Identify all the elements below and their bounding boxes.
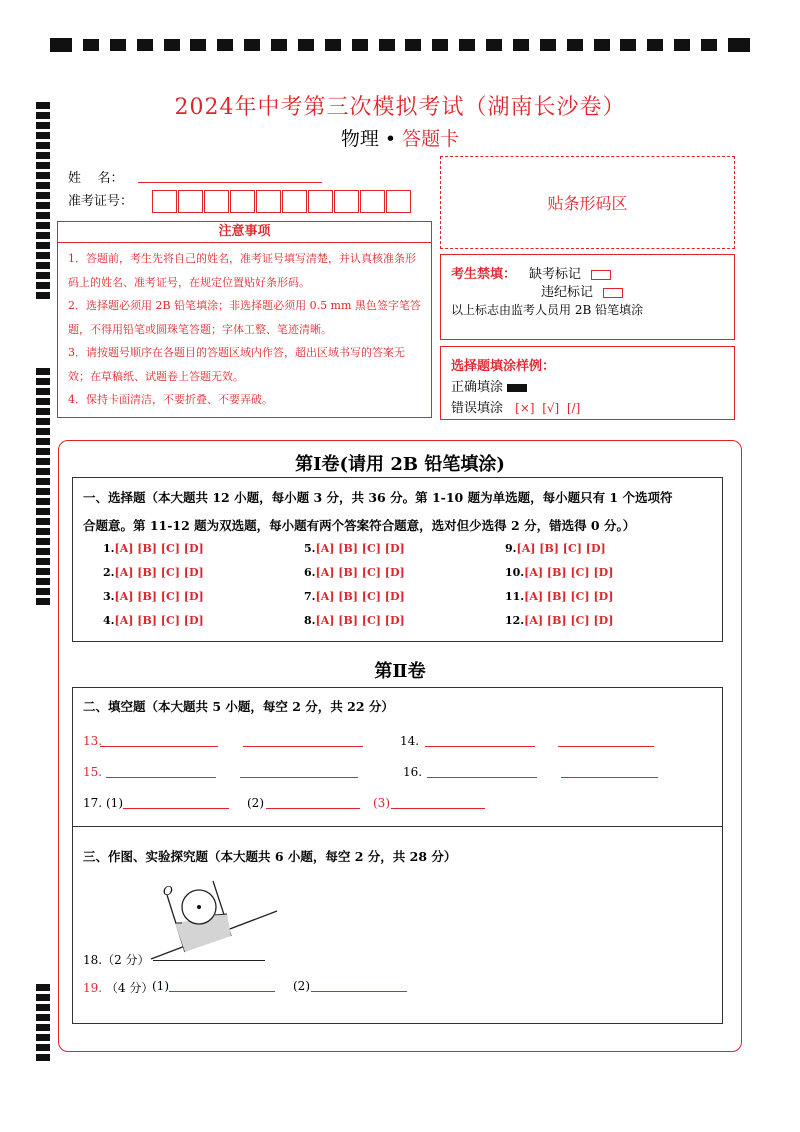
- q17-blank-3[interactable]: [391, 796, 485, 809]
- violation-mark-box[interactable]: [603, 288, 623, 298]
- absent-label: 缺考标记: [529, 267, 582, 282]
- mcq-box: [72, 477, 723, 642]
- mcq-q4[interactable]: 4.[A] [B] [C] [D]: [103, 614, 204, 627]
- q13-label: 13.: [83, 734, 103, 748]
- correct-fill-label: 正确填涂: [451, 380, 504, 395]
- q13-blank-1[interactable]: [100, 734, 218, 747]
- mcq-desc-1: 一、选择题（本大题共 12 小题，每小题 3 分，共 36 分。第 1-10 题为单选题，每小题只有 1 个选项符: [83, 490, 673, 505]
- q19-label: 19.: [83, 981, 103, 995]
- q14-blank-1[interactable]: [425, 734, 535, 747]
- notice-item-1: 1．答题前，考生先将自己的姓名，准考证号填写清楚，并认真核准条形码上的姓名、准考证号，在规定位置贴好条形码。: [68, 252, 416, 289]
- fill-blank-box: [72, 687, 723, 827]
- q15-blank-2[interactable]: [240, 765, 358, 778]
- correct-fill-row: [451, 376, 527, 395]
- name-field[interactable]: [138, 182, 322, 183]
- barcode-label: 贴条形码区: [547, 194, 628, 213]
- absent-mark-box[interactable]: [591, 270, 611, 280]
- q17-part2-label: (2): [247, 796, 264, 810]
- violation-mark-row: [541, 281, 623, 300]
- q14-label: 14.: [400, 734, 420, 748]
- mcq-q6[interactable]: 6.[A] [B] [C] [D]: [304, 566, 405, 579]
- diagram-label-o: O: [163, 884, 173, 898]
- mcq-q3[interactable]: 3.[A] [B] [C] [D]: [103, 590, 204, 603]
- q19-blank-2[interactable]: [311, 979, 407, 992]
- mcq-q9[interactable]: 9.[A] [B] [C] [D]: [505, 542, 606, 555]
- notice-item-2: 2．选择题必须用 2B 铅笔填涂；非选择题必须用 0.5 mm 黑色签字笔答题，不得用铅笔或圆珠笔答题；字体工整、笔迹清晰。: [68, 299, 421, 336]
- notice-item-4: 4．保持卡面清洁，不要折叠、不要弄破。: [68, 393, 273, 406]
- q14-blank-2[interactable]: [558, 734, 654, 747]
- q13-blank-2[interactable]: [243, 734, 363, 747]
- experiment-box: [72, 826, 723, 1024]
- q18-label: 18.（2 分）: [83, 953, 150, 967]
- id-label: 准考证号：: [68, 194, 134, 209]
- q16-blank-2[interactable]: [561, 765, 658, 778]
- q19-row: [83, 979, 153, 996]
- mcq-q5[interactable]: 5.[A] [B] [C] [D]: [304, 542, 405, 555]
- fill-blank-title: 二、填空题（本大题共 5 小题，每空 2 分，共 22 分）: [83, 699, 394, 714]
- part1-heading: 第Ⅰ卷(请用 2B 铅笔填涂): [295, 454, 505, 475]
- card-label: 答题卡: [402, 128, 460, 150]
- q19-part1-label: (1): [152, 979, 169, 993]
- mcq-q8[interactable]: 8.[A] [B] [C] [D]: [304, 614, 405, 627]
- mcq-q1[interactable]: 1.[A] [B] [C] [D]: [103, 542, 204, 555]
- forbidden-note: 以上标志由监考人员用 2B 铅笔填涂: [451, 303, 644, 317]
- notice-box: [57, 221, 432, 418]
- exam-title: 2024年中考第三次模拟考试（湖南长沙卷）: [174, 95, 626, 120]
- q19-part2-label: (2): [293, 979, 310, 993]
- absent-mark-row: [529, 263, 611, 282]
- q15-label: 15.: [83, 765, 103, 779]
- id-number-boxes[interactable]: [152, 190, 412, 213]
- q17-label: 17.: [83, 796, 103, 810]
- mcq-q12[interactable]: 12.[A] [B] [C] [D]: [505, 614, 614, 627]
- fill-sample-box: [440, 346, 735, 420]
- exam-subtitle: [0, 124, 800, 151]
- notice-title: 注意事项: [58, 222, 431, 243]
- filled-block-icon: [507, 384, 527, 392]
- q19-points: （4 分）: [105, 981, 154, 995]
- q17-blank-1[interactable]: [123, 796, 229, 809]
- timing-marks-left-3: [36, 984, 50, 1064]
- violation-label: 违纪标记: [541, 285, 594, 300]
- q17-part3-label: (3): [373, 796, 390, 810]
- notice-item-3: 3．请按题号顺序在各题目的答题区域内作答，超出区域书写的答案无效；在草稿纸、试题卷上答题无效。: [68, 346, 405, 383]
- fill-sample-title: 选择题填涂样例：: [451, 359, 556, 374]
- part2-heading: 第Ⅱ卷: [374, 661, 426, 682]
- name-label: 姓 名：: [68, 171, 124, 186]
- q17-blank-2[interactable]: [266, 796, 360, 809]
- mcq-q10[interactable]: 10.[A] [B] [C] [D]: [505, 566, 614, 579]
- mcq-desc-2: 合题意。第 11-12 题为双选题，每小题有两个答案符合题意，选对但少选得 2 分，错选得 0 分。）: [83, 518, 636, 533]
- forbidden-label: 考生禁填：: [451, 267, 517, 282]
- q19-blank-1[interactable]: [169, 979, 275, 992]
- timing-marks-left-2: [36, 368, 50, 608]
- ground-line: [153, 960, 265, 961]
- q15-blank-1[interactable]: [106, 765, 216, 778]
- mcq-q7[interactable]: 7.[A] [B] [C] [D]: [304, 590, 405, 603]
- dot: •: [384, 128, 397, 150]
- incline-container-diagram: [149, 879, 279, 961]
- wrong-fill-label: 错误填涂: [451, 401, 504, 416]
- q17-part1-label: (1): [106, 796, 123, 810]
- wrong-fill-row: [451, 397, 580, 416]
- timing-marks-top: [50, 38, 750, 52]
- subject: 物理: [340, 128, 379, 150]
- wrong-fill-marks: [×] [√] [/]: [515, 401, 581, 415]
- mcq-q11[interactable]: 11.[A] [B] [C] [D]: [505, 590, 614, 603]
- q16-blank-1[interactable]: [427, 765, 537, 778]
- barcode-area: [440, 156, 735, 249]
- q16-label: 16.: [403, 765, 423, 779]
- experiment-title: 三、作图、实验探究题（本大题共 6 小题，每空 2 分，共 28 分）: [83, 849, 457, 864]
- mcq-q2[interactable]: 2.[A] [B] [C] [D]: [103, 566, 204, 579]
- forbidden-box: [440, 254, 735, 340]
